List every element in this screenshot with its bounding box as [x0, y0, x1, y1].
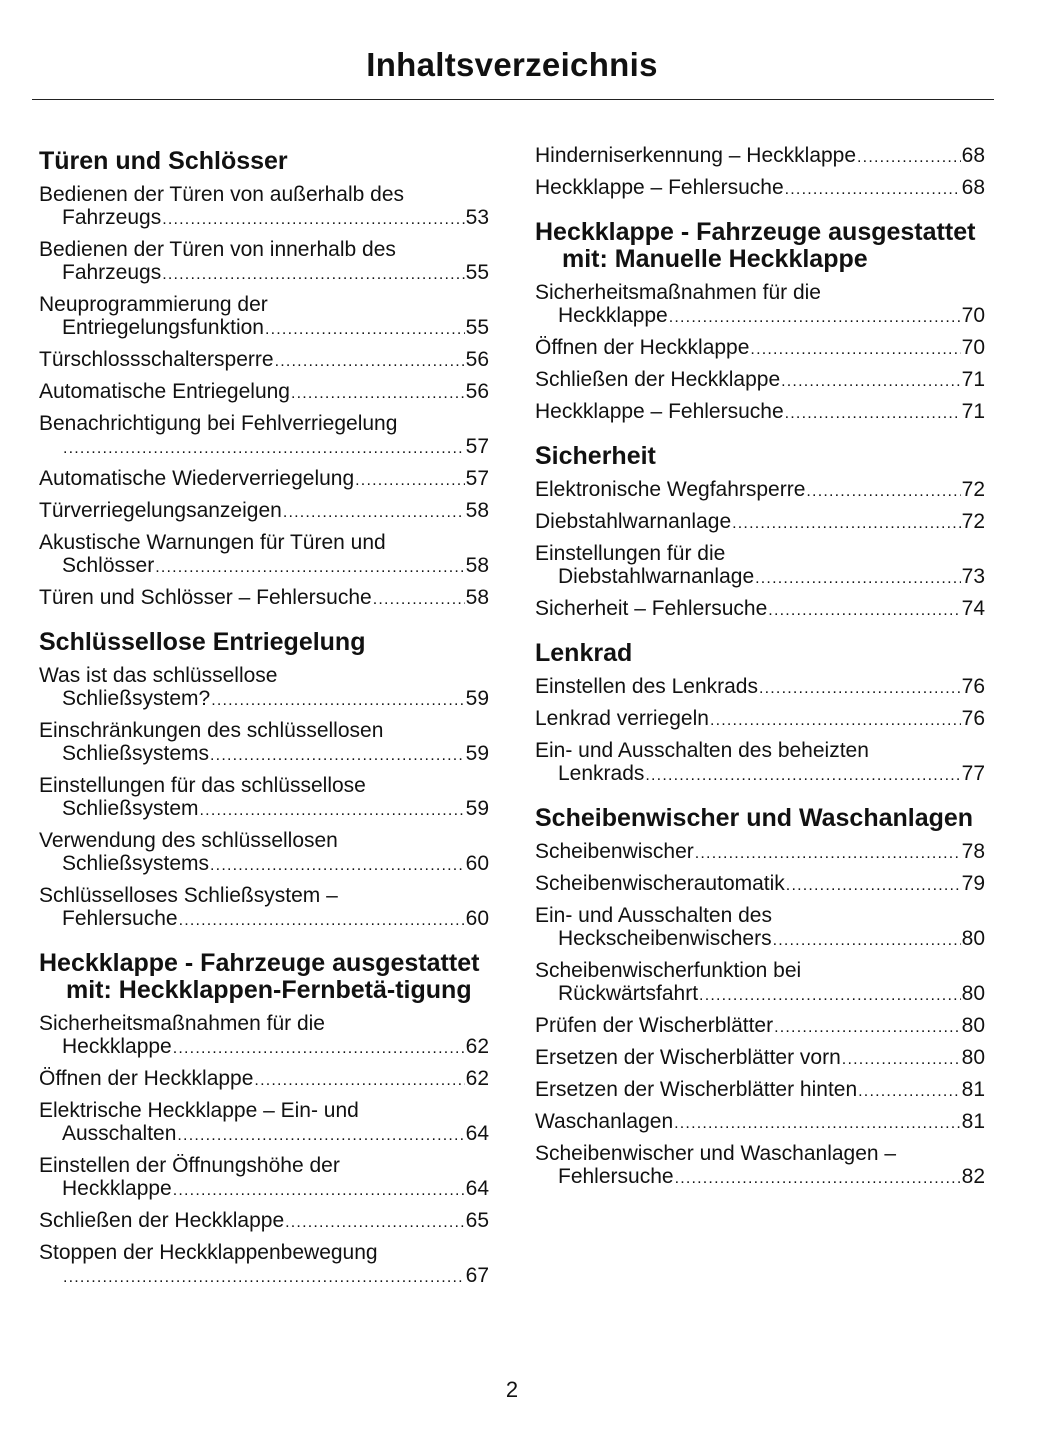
- toc-entry[interactable]: [535, 281, 985, 329]
- toc-section-scheibenwischer-und-waschanlagen: [535, 805, 985, 1190]
- toc-entry-line: [535, 1110, 985, 1135]
- toc-entry-line: [535, 1078, 985, 1103]
- toc-entry-line: [535, 400, 985, 425]
- toc-entry-text: Einschränkungen des schlüssellosen: [39, 719, 384, 742]
- toc-page-number: 62: [465, 1035, 489, 1058]
- toc-entry-text: Schlösser: [62, 554, 155, 577]
- toc-entry[interactable]: [535, 368, 985, 393]
- dot-leader: [162, 208, 464, 231]
- toc-entry[interactable]: [39, 884, 489, 932]
- toc-entry-line: [535, 368, 985, 393]
- toc-entry-text: Türschlossschaltersperre: [39, 348, 274, 371]
- toc-entry-line: [535, 707, 985, 732]
- toc-entry-text: Sicherheitsmaßnahmen für die: [39, 1012, 325, 1035]
- toc-entry[interactable]: [535, 144, 985, 169]
- dot-leader: [774, 1016, 961, 1039]
- dot-leader: [645, 764, 960, 787]
- toc-entry-line: [39, 554, 489, 579]
- dot-leader: [675, 1167, 961, 1190]
- toc-right-column: [535, 144, 985, 1208]
- dot-leader: [674, 1112, 961, 1135]
- dot-leader: [162, 263, 464, 286]
- toc-entry-line: [39, 380, 489, 405]
- toc-page-number: 57: [465, 467, 489, 490]
- toc-entry-text: Akustische Warnungen für Türen und: [39, 531, 386, 554]
- toc-entry-text: Ersetzen der Wischerblätter hinten: [535, 1078, 858, 1101]
- section-heading: Heckklappe - Fahrzeuge ausgestattet mit: Manuelle Heckklappe: [535, 218, 976, 273]
- toc-entry-text: Scheibenwischer und Waschanlagen –: [535, 1142, 897, 1165]
- toc-page-number: 76: [961, 675, 985, 698]
- toc-entry[interactable]: [535, 336, 985, 361]
- dot-leader: [179, 909, 465, 932]
- toc-page-number: 80: [961, 1014, 985, 1037]
- toc-page-number: 59: [465, 687, 489, 710]
- toc-entry[interactable]: [39, 499, 489, 524]
- dot-leader: [254, 1069, 464, 1092]
- toc-entry-line: [535, 982, 985, 1007]
- toc-entry-text: Neuprogrammierung der: [39, 293, 268, 316]
- toc-entry[interactable]: [39, 1209, 489, 1234]
- toc-entry-text: Einstellen der Öffnungshöhe der: [39, 1154, 340, 1177]
- toc-entry-line: [39, 316, 489, 341]
- toc-entry-text: Ein- und Ausschalten des beheizten: [535, 739, 869, 762]
- toc-page-number: 58: [465, 586, 489, 609]
- toc-entry[interactable]: [535, 597, 985, 622]
- dot-leader: [283, 501, 465, 524]
- toc-entry-text: Einstellungen für das schlüssellose: [39, 774, 366, 797]
- toc-entry-text: Bedienen der Türen von außerhalb des: [39, 183, 405, 206]
- toc-entry-text: Öffnen der Heckklappe: [535, 336, 750, 359]
- toc-entry-text: Schließen der Heckklappe: [39, 1209, 285, 1232]
- section-heading: Heckklappe - Fahrzeuge ausgestattet mit: Heckklappen-Fernbetä-tigung: [39, 949, 480, 1004]
- toc-entry-line: [535, 840, 985, 865]
- toc-entry-line: [535, 304, 985, 329]
- toc-page-number: 76: [961, 707, 985, 730]
- toc-entry-text: Schließsystem?: [62, 687, 211, 710]
- toc-entry-text: Lenkrad verriegeln: [535, 707, 709, 730]
- toc-entry-text: Stoppen der Heckklappenbewegung: [39, 1241, 378, 1264]
- toc-entry-text: Heckklappe: [558, 304, 668, 327]
- dot-leader: [710, 709, 961, 732]
- toc-entry[interactable]: [39, 586, 489, 611]
- toc-entry-line: [39, 261, 489, 286]
- toc-entry-text: Schlüsselloses Schließsystem –: [39, 884, 338, 907]
- toc-entry[interactable]: [39, 348, 489, 373]
- toc-entry[interactable]: [39, 774, 489, 822]
- toc-page-number: 60: [465, 852, 489, 875]
- toc-entry[interactable]: [535, 739, 985, 787]
- toc-entry[interactable]: [535, 1110, 985, 1135]
- toc-entry-text: Heckscheibenwischers: [558, 927, 772, 950]
- toc-entry-line: [39, 467, 489, 492]
- dot-leader: [699, 984, 961, 1007]
- toc-page-number: 58: [465, 499, 489, 522]
- toc-page-number: 72: [961, 478, 985, 501]
- toc-entry-line: [535, 762, 985, 787]
- toc-entry-text: Automatische Entriegelung: [39, 380, 290, 403]
- toc-entry-line: [39, 1122, 489, 1147]
- toc-entry-text: Schließsystem: [62, 797, 199, 820]
- toc-entry-text: Prüfen der Wischerblätter: [535, 1014, 774, 1037]
- section-heading: Schlüssellose Entriegelung: [39, 628, 366, 656]
- dot-leader: [210, 744, 465, 767]
- toc-entry-line: [535, 478, 985, 503]
- toc-entry[interactable]: [39, 1067, 489, 1092]
- toc-entry-line: [39, 797, 489, 822]
- toc-entry-text: Diebstahlwarnanlage: [535, 510, 732, 533]
- toc-entry-text: Automatische Wiederverriegelung: [39, 467, 355, 490]
- toc-entry[interactable]: [39, 183, 489, 231]
- toc-entry-line: [39, 206, 489, 231]
- toc-page-number: 67: [465, 1264, 489, 1287]
- toc-entry-text: Einstellungen für die: [535, 542, 726, 565]
- toc-page-number: 81: [961, 1078, 985, 1101]
- toc-entry-line: [39, 435, 489, 460]
- toc-entry[interactable]: [535, 176, 985, 201]
- toc-entry-text: Heckklappe – Fehlersuche: [535, 176, 784, 199]
- toc-entry-line: [535, 176, 985, 201]
- toc-entry-text: Öffnen der Heckklappe: [39, 1067, 254, 1090]
- dot-leader: [842, 1048, 961, 1071]
- toc-entry-line: [39, 586, 489, 611]
- dot-leader: [806, 480, 960, 503]
- toc-entry[interactable]: [535, 959, 985, 1007]
- toc-entry-text: Bedienen der Türen von innerhalb des: [39, 238, 396, 261]
- toc-entry[interactable]: [535, 542, 985, 590]
- toc-page-number: 71: [961, 400, 985, 423]
- toc-page-number: 77: [961, 762, 985, 785]
- toc-page-number: 80: [961, 927, 985, 950]
- toc-entry[interactable]: [535, 872, 985, 897]
- toc-entry[interactable]: [535, 904, 985, 952]
- dot-leader: [373, 588, 465, 611]
- toc-entry-text: Fehlersuche: [558, 1165, 674, 1188]
- dot-leader: [285, 1211, 465, 1234]
- toc-entry[interactable]: [535, 1014, 985, 1039]
- toc-page-number: 59: [465, 797, 489, 820]
- toc-entry-text: Verwendung des schlüssellosen: [39, 829, 338, 852]
- toc-entry-text: Ein- und Ausschalten des: [535, 904, 772, 927]
- toc-entry-line: [39, 1035, 489, 1060]
- toc-entry-line: [39, 348, 489, 373]
- toc-entry[interactable]: [39, 412, 489, 460]
- toc-entry[interactable]: [39, 467, 489, 492]
- toc-entry-line: [535, 927, 985, 952]
- toc-entry-text: Fahrzeugs: [62, 206, 162, 229]
- section-heading: Sicherheit: [535, 442, 656, 470]
- toc-page-number: 72: [961, 510, 985, 533]
- toc-section-heckklappe-fahrzeuge-ausgestattet-mit-heckklappen-fernbetae-tigung: [39, 950, 489, 1289]
- toc-page-number: 62: [465, 1067, 489, 1090]
- dot-leader: [173, 1037, 465, 1060]
- toc-entry-line: [39, 852, 489, 877]
- dot-leader: [786, 874, 961, 897]
- toc-entry-line: [535, 1014, 985, 1039]
- section-heading: Scheibenwischer und Waschanlagen: [535, 804, 974, 832]
- toc-entry[interactable]: [39, 829, 489, 877]
- toc-section-heckklappe-fahrzeuge-ausgestattet-mit-manuelle-heckklappe: [535, 219, 985, 425]
- toc-entry-line: [39, 742, 489, 767]
- toc-entry-line: [535, 872, 985, 897]
- toc-entry-text: Sicherheit – Fehlersuche: [535, 597, 768, 620]
- toc-entry[interactable]: [535, 840, 985, 865]
- toc-page-number: 74: [961, 597, 985, 620]
- toc-entry-text: Entriegelungsfunktion: [62, 316, 264, 339]
- dot-leader: [291, 382, 465, 405]
- dot-leader: [177, 1124, 464, 1147]
- toc-entry-text: Türen und Schlösser – Fehlersuche: [39, 586, 372, 609]
- dot-leader: [785, 178, 961, 201]
- toc-entry[interactable]: [39, 719, 489, 767]
- toc-page-number: 68: [961, 144, 985, 167]
- toc-entry-text: Schließsystems: [62, 852, 210, 875]
- dot-leader: [781, 370, 961, 393]
- toc-entry-text: Einstellen des Lenkrads: [535, 675, 758, 698]
- toc-page-number: 55: [465, 316, 489, 339]
- toc-page-number: 80: [961, 1046, 985, 1069]
- toc-page-number: 73: [961, 565, 985, 588]
- toc-page-number: 70: [961, 304, 985, 327]
- dot-leader: [858, 1080, 960, 1103]
- toc-entry-line: [535, 144, 985, 169]
- toc-entry-line: [39, 499, 489, 524]
- dot-leader: [695, 842, 961, 865]
- dot-leader: [63, 1266, 465, 1289]
- toc-entry[interactable]: [39, 1241, 489, 1289]
- dot-leader: [669, 306, 961, 329]
- toc-entry-text: Hinderniserkennung – Heckklappe: [535, 144, 857, 167]
- toc-entry-text: Benachrichtigung bei Fehlverriegelung: [39, 412, 398, 435]
- toc-section-sicherheit: [535, 443, 985, 622]
- toc-entry-text: Heckklappe: [62, 1035, 172, 1058]
- toc-entry-line: [535, 597, 985, 622]
- dot-leader: [275, 350, 465, 373]
- toc-entry-text: Ausschalten: [62, 1122, 177, 1145]
- toc-entry-text: Diebstahlwarnanlage: [558, 565, 755, 588]
- dot-leader: [750, 338, 960, 361]
- toc-page-number: 80: [961, 982, 985, 1005]
- toc-page-number: 64: [465, 1122, 489, 1145]
- toc-entry-text: Heckklappe – Fehlersuche: [535, 400, 784, 423]
- dot-leader: [211, 689, 464, 712]
- toc-section-schluessellose-entriegelung: [39, 629, 489, 932]
- toc-entry-line: [535, 675, 985, 700]
- toc-entry-line: [535, 336, 985, 361]
- toc-entry-line: [39, 1209, 489, 1234]
- toc-entry-line: [535, 565, 985, 590]
- toc-entry[interactable]: [39, 1099, 489, 1147]
- dot-leader: [857, 146, 961, 169]
- toc-entry[interactable]: [39, 293, 489, 341]
- section-heading: Türen und Schlösser: [39, 147, 288, 175]
- toc-entry-line: [535, 1165, 985, 1190]
- toc-page-number: 56: [465, 348, 489, 371]
- toc-page-number: 59: [465, 742, 489, 765]
- toc-entry-text: Ersetzen der Wischerblätter vorn: [535, 1046, 841, 1069]
- dot-leader: [155, 556, 464, 579]
- toc-page-number: 58: [465, 554, 489, 577]
- toc-page-number: 82: [961, 1165, 985, 1188]
- toc-entry[interactable]: [535, 1142, 985, 1190]
- dot-leader: [173, 1179, 465, 1202]
- section-heading: Lenkrad: [535, 639, 633, 667]
- toc-entry-line: [535, 1046, 985, 1071]
- dot-leader: [732, 512, 961, 535]
- dot-leader: [759, 677, 961, 700]
- toc-page-number: 64: [465, 1177, 489, 1200]
- page-title: Inhaltsverzeichnis: [366, 46, 658, 83]
- toc-entry[interactable]: [535, 1046, 985, 1071]
- dot-leader: [200, 799, 465, 822]
- toc-page-number: 68: [961, 176, 985, 199]
- toc-entry[interactable]: [39, 664, 489, 712]
- toc-page-number: 65: [465, 1209, 489, 1232]
- toc-entry-line: [39, 1067, 489, 1092]
- toc-entry-text: Rückwärtsfahrt: [558, 982, 699, 1005]
- toc-page-number: 71: [961, 368, 985, 391]
- dot-leader: [785, 402, 961, 425]
- toc-entry[interactable]: [535, 510, 985, 535]
- page-number: 2: [505, 1377, 519, 1402]
- toc-entry-text: Elektrische Heckklappe – Ein- und: [39, 1099, 359, 1122]
- toc-entry[interactable]: [535, 1078, 985, 1103]
- toc-entry-text: Scheibenwischerautomatik: [535, 872, 785, 895]
- toc-page-number: 79: [961, 872, 985, 895]
- toc-entry-text: Schließsystems: [62, 742, 210, 765]
- dot-leader: [768, 599, 960, 622]
- toc-entry-line: [39, 907, 489, 932]
- toc-page-number: 53: [465, 206, 489, 229]
- toc-entry[interactable]: [39, 380, 489, 405]
- toc-entry-text: Scheibenwischer: [535, 840, 694, 863]
- toc-entry-line: [535, 510, 985, 535]
- toc-entry-line: [39, 1264, 489, 1289]
- toc-page-number: 78: [961, 840, 985, 863]
- toc-entry[interactable]: [39, 1154, 489, 1202]
- toc-section-lenkrad: [535, 640, 985, 787]
- toc-entry[interactable]: [535, 478, 985, 503]
- toc-entry[interactable]: [39, 1012, 489, 1060]
- toc-page-number: 60: [465, 907, 489, 930]
- toc-page-number: 56: [465, 380, 489, 403]
- toc-entry[interactable]: [535, 675, 985, 700]
- toc-entry-text: Sicherheitsmaßnahmen für die: [535, 281, 821, 304]
- dot-leader: [355, 469, 464, 492]
- toc-entry-line: [39, 1177, 489, 1202]
- toc-entry-text: Türverriegelungsanzeigen: [39, 499, 282, 522]
- toc-page-number: 55: [465, 261, 489, 284]
- toc-entry[interactable]: [39, 531, 489, 579]
- toc-left-column: [39, 144, 489, 1307]
- toc-entry-text: Lenkrads: [558, 762, 645, 785]
- dot-leader: [265, 318, 465, 341]
- toc-entry-text: Was ist das schlüssellose: [39, 664, 278, 687]
- toc-page-number: 81: [961, 1110, 985, 1133]
- toc-entry[interactable]: [535, 400, 985, 425]
- toc-entry-text: Elektronische Wegfahrsperre: [535, 478, 806, 501]
- toc-section-continued: [535, 144, 985, 201]
- toc-section-tueren-und-schloesser: [39, 148, 489, 611]
- dot-leader: [773, 929, 961, 952]
- dot-leader: [210, 854, 465, 877]
- title-divider: [32, 99, 994, 100]
- toc-entry[interactable]: [535, 707, 985, 732]
- dot-leader: [755, 567, 961, 590]
- toc-entry[interactable]: [39, 238, 489, 286]
- toc-entry-text: Fahrzeugs: [62, 261, 162, 284]
- toc-entry-text: Schließen der Heckklappe: [535, 368, 781, 391]
- toc-entry-text: Fehlersuche: [62, 907, 178, 930]
- dot-leader: [63, 437, 465, 460]
- toc-page-number: 57: [465, 435, 489, 458]
- toc-entry-text: Waschanlagen: [535, 1110, 674, 1133]
- toc-entry-text: Heckklappe: [62, 1177, 172, 1200]
- toc-entry-line: [39, 687, 489, 712]
- toc-page-number: 70: [961, 336, 985, 359]
- toc-entry-text: Scheibenwischerfunktion bei: [535, 959, 802, 982]
